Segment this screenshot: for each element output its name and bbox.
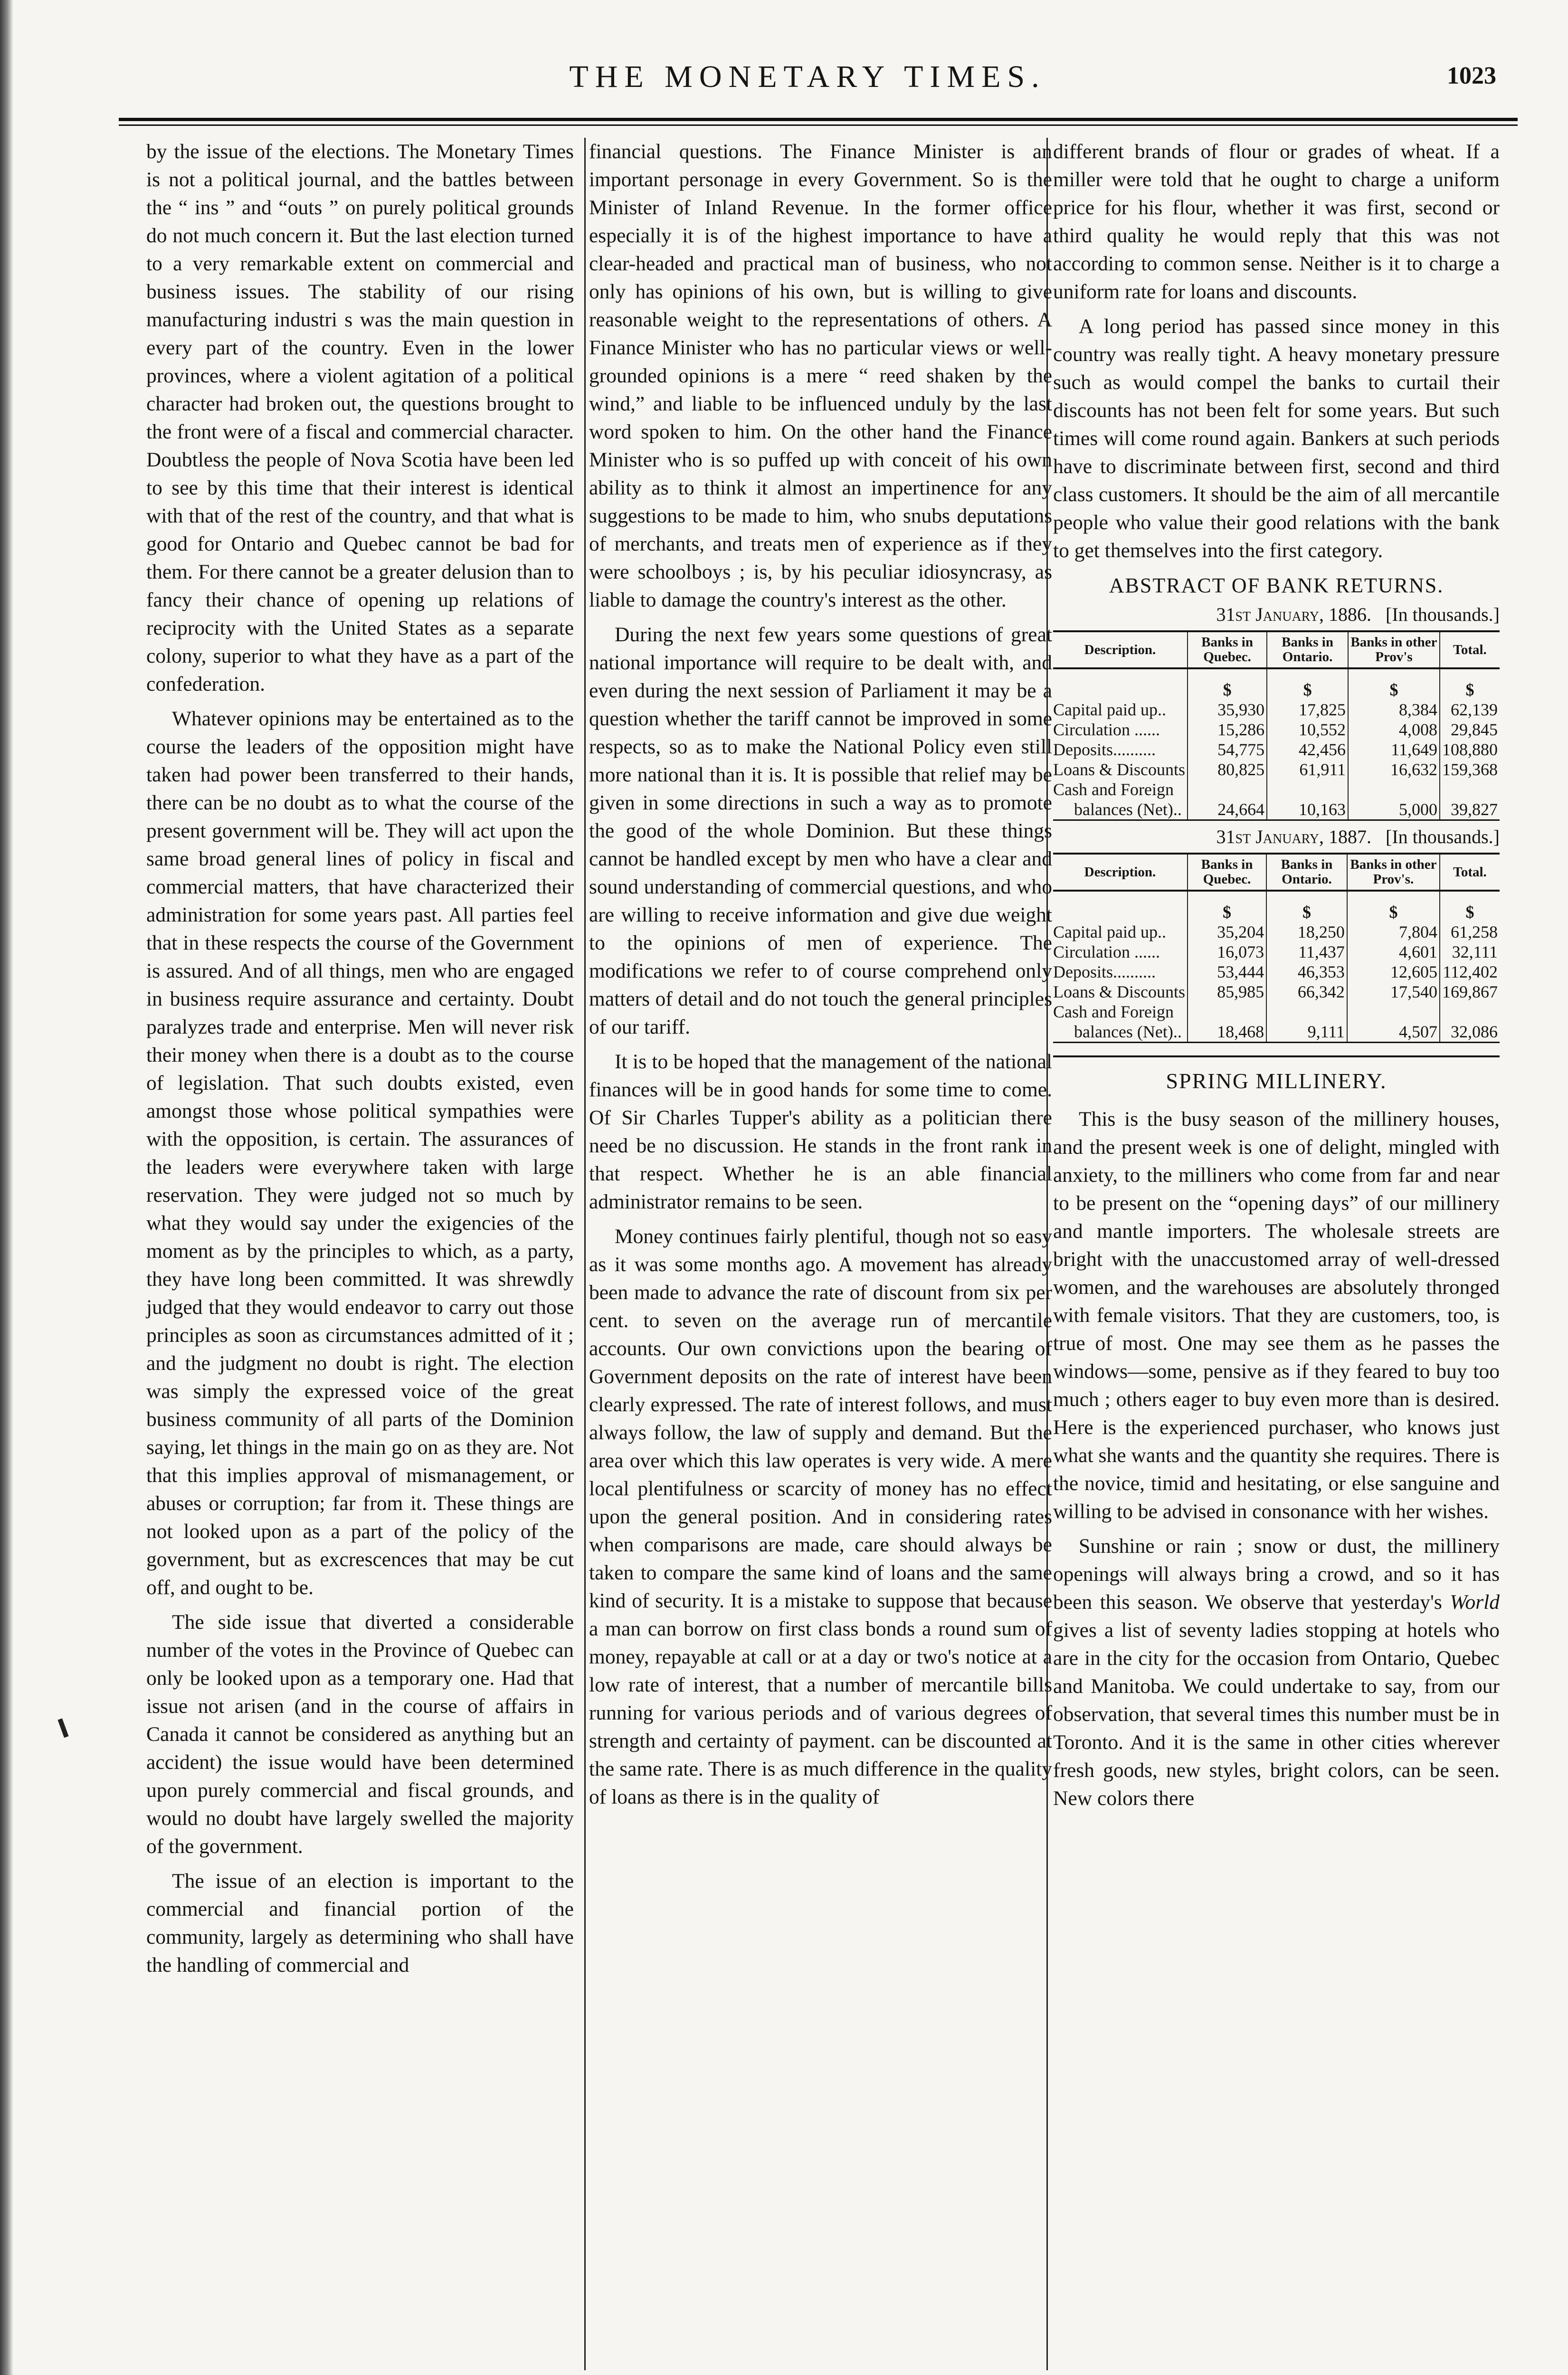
table-header: Banks in Quebec. — [1188, 631, 1267, 668]
page-number: 1023 — [1447, 62, 1496, 89]
table-cell: 5,000 — [1348, 799, 1440, 820]
table-header: Total. — [1440, 854, 1500, 891]
table-header: Description. — [1053, 854, 1188, 891]
masthead — [119, 56, 1496, 108]
table-date: 31st January, 1887. — [1216, 826, 1372, 847]
paragraph: The issue of an election is important to the commercial and financial portion of the community, largely as determining who shall have the handling of commercial and — [146, 1870, 574, 1976]
table-header: Description. — [1053, 631, 1188, 668]
table-header: Banks in Ontario. — [1266, 854, 1347, 891]
table-cell: Deposits.......... — [1053, 962, 1156, 981]
table-cell: 8,384 — [1348, 700, 1440, 720]
table-date: 31st January, 1886. — [1216, 604, 1372, 625]
newspaper-name: World — [1450, 1591, 1500, 1614]
column-1 — [146, 138, 574, 2370]
column-2 — [589, 138, 1052, 2370]
paragraph — [1053, 1532, 1500, 1813]
table-cell: 80,825 — [1188, 760, 1267, 779]
table-cell — [1267, 779, 1348, 799]
table-cell — [1440, 779, 1500, 799]
table-cell: $ — [1440, 668, 1500, 700]
table-cell: Capital paid up.. — [1053, 922, 1166, 941]
paragraph: The side issue that diverted a considerable number of the votes in the Province of Quebec can only be looked upon as a temporary one. Had that issue not arisen (and in the course of affairs in Canada it cannot be considered as anything but an accident) the issue would have been determined upon purely commercial and fiscal grounds, and would no doubt have largely swelled the majority of the government. — [146, 1611, 574, 1858]
table-cell: 112,402 — [1440, 962, 1500, 982]
table-cell: 9,111 — [1266, 1022, 1347, 1043]
table-cell: 4,507 — [1347, 1022, 1440, 1043]
table-row — [1053, 891, 1500, 922]
table-cell: 24,664 — [1188, 799, 1267, 820]
table-cell — [1266, 1002, 1347, 1022]
table-cell: 15,286 — [1188, 720, 1267, 740]
table-cell: $ — [1348, 668, 1440, 700]
table-cell — [1053, 891, 1188, 922]
table-cell: 159,368 — [1440, 760, 1500, 779]
paragraph: Money continues fairly plentiful, though not so easy as it was some months ago. A movement has already been made to advance the rate of discount from six per cent. to seven on the average run of mercantile accounts. Our own convictions upon the bearing of Government deposits on the rate of interest have been clearly expressed. The rate of interest follows, and must always follow, the law of supply and demand. But the area over which this law operates is very wide. A mere local plentifulness or scarcity of money has no effect upon the general position. And in considering rates when comparisons are made, care should always be taken to compare the same kind of loans and the same kind of security. It is a mistake to suppose that because a man can borrow on first class bonds a round sum of money, repayable at call or at a day or two's notice at a low rate of interest, that a number of mercantile bills running for various periods and of various degrees of strength and certainty of payment. can be discounted at the same rate. There is as much difference in the quality of loans as there is in the quality of — [589, 1225, 1052, 1808]
header-rule-thin — [119, 124, 1518, 126]
table-cell: Cash and Foreign — [1053, 1002, 1174, 1021]
table-cell — [1188, 779, 1267, 799]
table-header: Banks in other Prov's — [1348, 631, 1440, 668]
table-row — [1053, 668, 1500, 700]
table-cell: 35,204 — [1188, 922, 1266, 942]
table-cell: $ — [1347, 891, 1440, 922]
paragraph: It is to be hoped that the management of the national finances will be in good hands for some time to come. Of Sir Charles Tupper's ability as a politician there need be no discussion. He stands in the front rank in that respect. Whether he is an able financial administrator remains to be seen. — [589, 1050, 1052, 1213]
table-row — [1053, 720, 1500, 740]
table-cell: $ — [1188, 891, 1266, 922]
table-cell: Cash and Foreign — [1053, 780, 1174, 799]
table-cell: 16,632 — [1348, 760, 1440, 779]
table-cell: 12,605 — [1347, 962, 1440, 982]
table-cell: Circulation ...... — [1053, 720, 1160, 739]
table-row — [1053, 962, 1500, 982]
table-row — [1053, 982, 1500, 1002]
table-cell: 62,139 — [1440, 700, 1500, 720]
table-cell — [1440, 1002, 1500, 1022]
table-cell: 32,111 — [1440, 942, 1500, 962]
table-cell: balances (Net).. — [1053, 799, 1188, 820]
table-cell: $ — [1267, 668, 1348, 700]
table-cell: 42,456 — [1267, 740, 1348, 760]
table-row — [1053, 1002, 1500, 1022]
table-row — [1053, 1022, 1500, 1043]
paragraph: During the next few years some questions of great national importance will require to be dealt with, and even during the next session of Parliament it may be a question whether the tariff cannot be improved in some respects, so as to make the National Policy even still more national than it is. It is possible that relief may be given in some directions in such a way as to promote the good of the whole Dominion. But these things cannot be handled except by men who have a clear and sound understanding of commercial questions, and who are willing to receive information and give due weight to the opinions of men of experience. The modifications we refer to of course comprehend only matters of detail and do not touch the general principles of our tariff. — [589, 623, 1052, 1038]
table-cell: 61,258 — [1440, 922, 1500, 942]
paragraph: This is the busy season of the millinery houses, and the present week is one of delight, mingled with anxiety, to the milliners who come from far and near to be present on the “opening days” of our millinery and mantle importers. The wholesale streets are bright with the unaccustomed array of well-dressed women, and the warehouses are absolutely thronged with female visitors. That they are customers, too, is true of most. One may see them as he passes the windows—some, pensive as if they feared to buy too much ; others eager to buy even more than is desired. Here is the experienced purchaser, who knows just what she wants and the quantity she requires. There is the novice, timid and hesitating, or else sanguine and willing to be advised in consonance with her wishes. — [1053, 1108, 1500, 1523]
table-cell: 169,867 — [1440, 982, 1500, 1002]
table-cell — [1053, 668, 1188, 700]
table-header: Banks in other Prov's. — [1347, 854, 1440, 891]
paragraph: by the issue of the elections. The Monetary Times is not a political journal, and the battles between the “ ins ” and “outs ” on purely political grounds do not much concern it. But the last election turned to a very remarkable extent on commercial and business issues. The stability of our rising manufacturing industri s was the main question in every part of the country. Even in the lower provinces, where a violent agitation of a political character had broken out, the questions brought to the front were of a fiscal and commercial character. Doubtless the people of Nova Scotia have been led to see by this time that their interest is identical with that of the rest of the country, and that what is good for Ontario and Quebec cannot be bad for them. For there cannot be a greater delusion than to fancy their chance of opening up relations of reciprocity with the United States as a separate colony, superior to what they have as a part of the confederation. — [146, 140, 574, 695]
table-cell: Circulation ...... — [1053, 942, 1160, 961]
table-cell: Capital paid up.. — [1053, 700, 1166, 719]
table-cell: 11,437 — [1266, 942, 1347, 962]
table-cell: 29,845 — [1440, 720, 1500, 740]
table-cell — [1348, 779, 1440, 799]
table-cell: 85,985 — [1188, 982, 1266, 1002]
margin-ink-mark — [57, 1718, 68, 1738]
table-cell: 17,540 — [1347, 982, 1440, 1002]
table-row — [1053, 922, 1500, 942]
table-cell: 10,163 — [1267, 799, 1348, 820]
table-cell: 4,601 — [1347, 942, 1440, 962]
section-title: SPRING MILLINERY. — [1166, 1069, 1387, 1093]
section-divider — [1053, 1055, 1500, 1057]
table-cell: 18,250 — [1266, 922, 1347, 942]
table-row — [1053, 700, 1500, 720]
table-date-line — [1053, 600, 1500, 628]
table-cell: 66,342 — [1266, 982, 1347, 1002]
table-cell: 7,804 — [1347, 922, 1440, 942]
table-cell: $ — [1188, 668, 1267, 700]
column-divider-1 — [584, 138, 586, 2370]
page-binding-edge — [0, 0, 13, 2375]
table-unit: [In thousands.] — [1386, 826, 1500, 847]
column-3 — [1053, 138, 1500, 2370]
table-cell: 46,353 — [1266, 962, 1347, 982]
paragraph-text: Sunshine or rain ; snow or dust, the millinery openings will always bring a crowd, and so it has been this season. We observe that yesterday's — [1053, 1535, 1500, 1614]
table-cell: 16,073 — [1188, 942, 1266, 962]
table-cell: 61,911 — [1267, 760, 1348, 779]
table-header: Banks in Ontario. — [1267, 631, 1348, 668]
table-cell: Deposits.......... — [1053, 740, 1156, 759]
table-cell: 10,552 — [1267, 720, 1348, 740]
bank-returns-table-1886 — [1053, 630, 1500, 821]
bank-returns-table-1887 — [1053, 853, 1500, 1043]
header-rule-thick — [119, 118, 1518, 121]
table-cell: 54,775 — [1188, 740, 1267, 760]
table-cell: 32,086 — [1440, 1022, 1500, 1043]
table-cell: $ — [1266, 891, 1347, 922]
publication-title: THE MONETARY TIMES. — [569, 59, 1046, 94]
table-cell: balances (Net).. — [1053, 1022, 1188, 1043]
paragraph: different brands of flour or grades of wheat. If a miller were told that he ought to charge a uniform price for his flour, whether it was first, second or third quality he would reply that this was not according to common sense. Neither is it to charge a uniform rate for loans and discounts. — [1053, 140, 1500, 303]
table-cell: 35,930 — [1188, 700, 1267, 720]
paragraph-text: gives a list of seventy ladies stopping at hotels who are in the city for the occasion from Ontario, Quebec and Manitoba. We could undertake to say, from our observation, that several times this number must be in Toronto. And it is the same in other cities wherever fresh goods, new styles, bright colors, can be seen. New colors there — [1053, 1619, 1500, 1810]
table-cell — [1347, 1002, 1440, 1022]
table-cell: 18,468 — [1188, 1022, 1266, 1043]
table-row — [1053, 740, 1500, 760]
table-cell: Loans & Discounts — [1053, 982, 1185, 1001]
table-unit: [In thousands.] — [1386, 604, 1500, 625]
table-row — [1053, 760, 1500, 779]
table-cell: $ — [1440, 891, 1500, 922]
table-header: Banks in Quebec. — [1188, 854, 1266, 891]
table-row — [1053, 779, 1500, 799]
paragraph: A long period has passed since money in this country was really tight. A heavy monetary pressure such as would compel the banks to curtail their discounts has not been felt for some years. But such times will come round again. Bankers at such periods have to discriminate between first, second and third class customers. It should be the aim of all mercantile people who value their good relations with the bank to get themselves into the first category. — [1053, 315, 1500, 562]
table-date-line — [1053, 823, 1500, 851]
paragraph: financial questions. The Finance Minister is an important personage in every Government. So is the Minister of Inland Revenue. In the former office especially it is of the highest importance to have a clear-headed and practical man of business, who not only has opinions of his own, but is willing to give reasonable weight to the representations of others. A Finance Minister who has no particular views or well-grounded opinions is a mere “ reed shaken by the wind,” and liable to be influenced unduly by the last word spoken to him. On the other hand the Finance Minister who is so puffed up with conceit of his own ability as to think it almost an impertinence for any suggestions to be made to him, who snubs deputations of merchants, and treats men of experience as if they were schoolboys ; is, by his peculiar idiosyncrasy, as liable to damage the country's interest as the other. — [589, 140, 1052, 611]
table-row — [1053, 799, 1500, 820]
table-row — [1053, 942, 1500, 962]
table-cell — [1188, 1002, 1266, 1022]
table-cell: 39,827 — [1440, 799, 1500, 820]
table-cell: 17,825 — [1267, 700, 1348, 720]
table-cell: 4,008 — [1348, 720, 1440, 740]
table-header: Total. — [1440, 631, 1500, 668]
paragraph: Whatever opinions may be entertained as to the course the leaders of the opposition might have taken had power been transferred to their hands, there can be no doubt as to what the course of the present government will be. They will act upon the same broad general lines of policy in fiscal and commercial matters, that have characterized their administration for some years past. All parties feel that in these respects the course of the Government is assured. And of all things, men who are engaged in business require assurance and certainty. Doubt paralyzes trade and enterprise. Men will never risk their money when there is a doubt as to the course of legislation. That such doubts existed, even amongst those whose political sympathies were with the opposition, is certain. The assurances of the leaders were everywhere taken with large reservation. They were judged not so much by what they would say under the exigencies of the moment as by the principles to which, as a party, they have long been committed. It was shrewdly judged that they would endeavor to carry out those principles as soon as circumstances admitted of it ; and the judgment no doubt is right. The election was simply the expressed voice of the great business community of all parts of the Dominion saying, let things in the main go on as they are. Not that this implies approval of mismanagement, or abuses or corruption; far from it. These things are not looked upon as a part of the policy of the government, but as excrescences that may be cut off, and ought to be. — [146, 707, 574, 1599]
table-cell: 11,649 — [1348, 740, 1440, 760]
table-cell: Loans & Discounts — [1053, 760, 1185, 779]
bank-returns-heading: ABSTRACT OF BANK RETURNS. — [1109, 574, 1444, 597]
table-cell: 108,880 — [1440, 740, 1500, 760]
table-cell: 53,444 — [1188, 962, 1266, 982]
